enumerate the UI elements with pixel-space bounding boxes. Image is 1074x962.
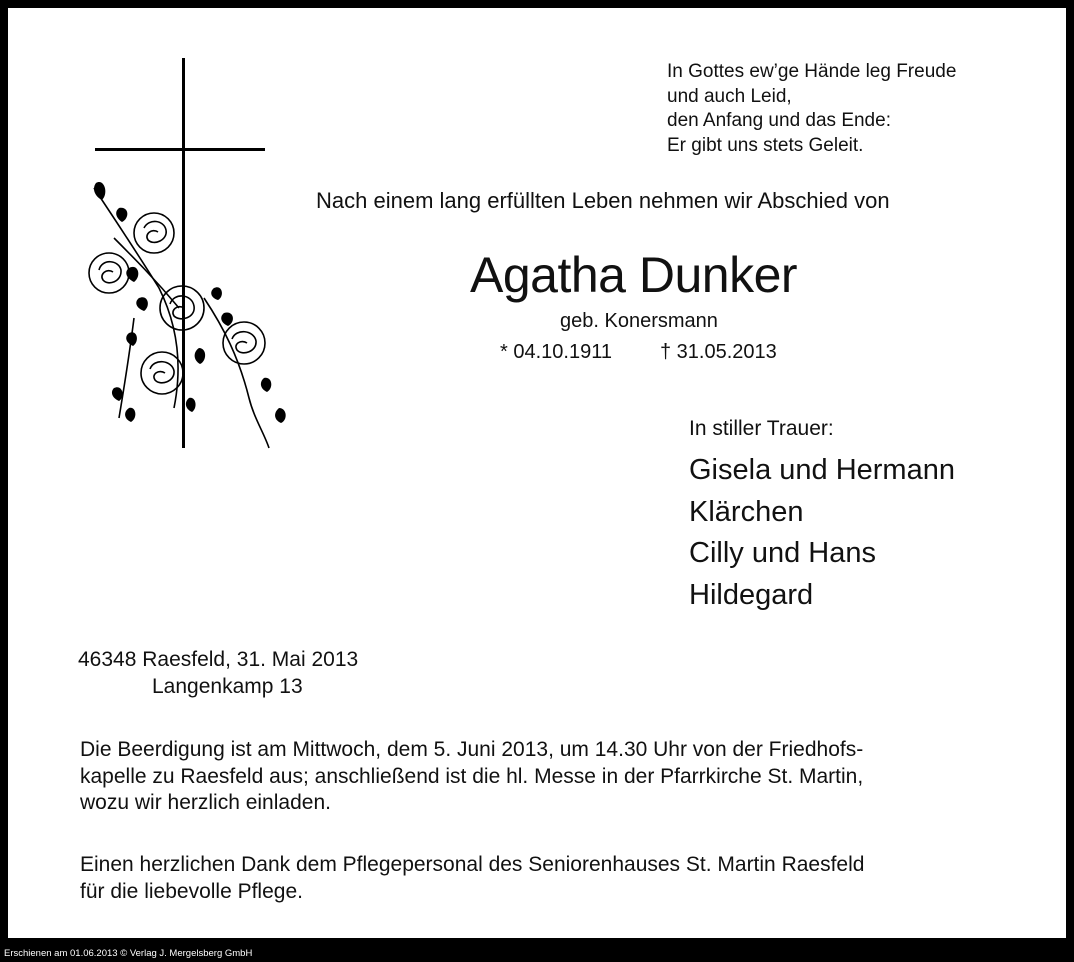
funeral-paragraph bbox=[80, 737, 863, 817]
thanks-line: Einen herzlichen Dank dem Pflegepersonal des Seniorenhauses St. Martin Raesfeld bbox=[80, 853, 865, 876]
cross-with-roses-icon bbox=[74, 58, 294, 458]
verse-line: den Anfang und das Ende: bbox=[667, 110, 891, 131]
verse-line: Er gibt uns stets Geleit. bbox=[667, 134, 864, 156]
mourner-name: Gisela und Hermann bbox=[689, 454, 955, 486]
birth-date: * 04.10.1911 bbox=[500, 341, 612, 363]
birth-name: geb. Konersmann bbox=[560, 310, 718, 332]
address-street: Langenkamp 13 bbox=[152, 675, 303, 698]
deceased-name: Agatha Dunker bbox=[470, 247, 798, 303]
verse-line: und auch Leid, bbox=[667, 85, 792, 107]
verse bbox=[667, 60, 956, 158]
mourner-name: Hildegard bbox=[689, 578, 814, 611]
publication-footer: Erschienen am 01.06.2013 © Verlag J. Mergelsberg GmbH bbox=[4, 948, 253, 959]
mourner-name: Cilly und Hans bbox=[689, 537, 876, 569]
rose-leaves bbox=[94, 182, 286, 423]
intro-text: Nach einem lang erfüllten Leben nehmen wir Abschied von bbox=[316, 188, 890, 213]
funeral-line: Die Beerdigung ist am Mittwoch, dem 5. Juni 2013, um 14.30 Uhr von der Friedhofs- bbox=[80, 738, 864, 761]
address-place-date: 46348 Raesfeld, 31. Mai 2013 bbox=[78, 648, 359, 671]
thanks-paragraph bbox=[80, 852, 864, 905]
obituary-notice bbox=[8, 8, 1066, 938]
death-date: † 31.05.2013 bbox=[660, 341, 777, 363]
cross-vertical-bar bbox=[182, 58, 185, 448]
cross-horizontal-bar bbox=[95, 148, 265, 151]
thanks-line: für die liebevolle Pflege. bbox=[80, 879, 303, 903]
roses-branch bbox=[89, 188, 269, 448]
mourner-name: Klärchen bbox=[689, 495, 804, 528]
funeral-line: wozu wir herzlich einladen. bbox=[80, 791, 331, 814]
funeral-line: kapelle zu Raesfeld aus; anschließend ist die hl. Messe in der Pfarrkirche St. Martin, bbox=[80, 764, 864, 788]
mourners-label: In stiller Trauer: bbox=[689, 417, 834, 440]
verse-line: In Gottes ew’ge Hände leg Freude bbox=[667, 61, 957, 82]
mourners-list bbox=[689, 450, 955, 616]
